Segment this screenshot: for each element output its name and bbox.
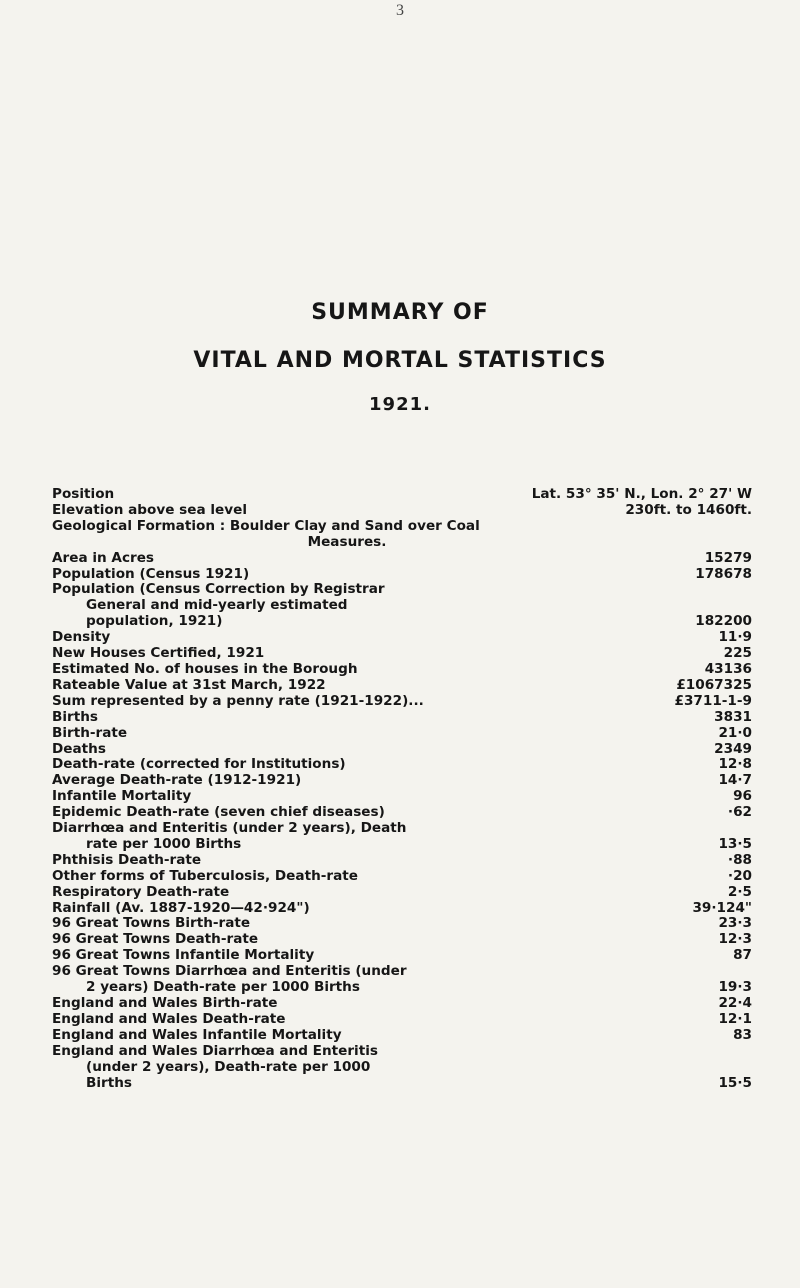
- row-label: 96 Great Towns Diarrhœa and Enteritis (under: [52, 963, 407, 980]
- row-label: England and Wales Birth-rate: [52, 995, 278, 1011]
- row-label: 96 Great Towns Birth-rate: [52, 915, 251, 932]
- title-year: 1921.: [369, 394, 431, 415]
- table-row: [52, 503, 752, 519]
- row-label: 96 Great Towns Death-rate: [52, 931, 259, 948]
- table-row: [52, 853, 752, 869]
- row-value: 14·7: [718, 772, 752, 789]
- table-row: [52, 551, 752, 567]
- table-row: [52, 805, 752, 821]
- table-row: [52, 901, 752, 917]
- row-label: Density: [52, 629, 111, 646]
- row-label: Deaths: [52, 740, 106, 757]
- table-row: [52, 773, 752, 789]
- row-label: Rateable Value at 31st March, 1922: [52, 676, 326, 693]
- row-label: Diarrhœa and Enteritis (under 2 years), Death: [52, 820, 407, 837]
- row-label: England and Wales Death-rate: [52, 1010, 286, 1027]
- table-row: [52, 789, 752, 805]
- table-row: [52, 726, 752, 742]
- row-label: Birth-rate: [52, 724, 128, 741]
- row-label: Respiratory Death-rate: [52, 883, 230, 900]
- row-label: Births: [86, 1074, 132, 1091]
- row-label: Estimated No. of houses in the Borough: [52, 660, 358, 677]
- row-value: 96: [733, 788, 752, 805]
- row-label: Death-rate (corrected for Institutions): [52, 756, 346, 773]
- row-value: 19·3: [718, 979, 752, 996]
- row-label: 2 years) Death-rate per 1000 Births: [86, 979, 360, 996]
- row-value: ·88: [727, 851, 752, 868]
- row-label: Geological Formation : Boulder Clay and Sand over Coal: [52, 517, 480, 534]
- statistics-table: [52, 487, 752, 1091]
- row-label: Measures.: [307, 533, 387, 550]
- table-row: [52, 932, 752, 948]
- table-row: [52, 662, 752, 678]
- row-label: General and mid-yearly estimated: [86, 597, 348, 614]
- table-row: [52, 1028, 752, 1044]
- row-label: Infantile Mortality: [52, 788, 192, 805]
- table-row: [52, 869, 752, 885]
- row-label: Population (Census Correction by Registrar: [52, 581, 385, 598]
- table-row: [52, 742, 752, 758]
- row-value: 12·3: [718, 931, 752, 948]
- row-value: £1067325: [676, 676, 752, 693]
- row-label: 96 Great Towns Infantile Mortality: [52, 947, 315, 964]
- row-label: (under 2 years), Death-rate per 1000: [86, 1058, 371, 1075]
- row-value: 2·5: [727, 883, 752, 900]
- row-label: Area in Acres: [52, 549, 155, 566]
- table-row: [52, 487, 752, 503]
- row-value: 3831: [714, 708, 752, 725]
- table-row: [52, 678, 752, 694]
- table-row: [52, 1044, 752, 1060]
- row-value: 22·4: [718, 995, 752, 1011]
- table-row: [52, 1076, 752, 1092]
- row-value: 12·1: [718, 1010, 752, 1027]
- row-label: Phthisis Death-rate: [52, 851, 202, 868]
- row-value: ·20: [727, 867, 752, 884]
- table-row: [52, 598, 752, 614]
- row-label: Elevation above sea level: [52, 501, 247, 518]
- table-row: [52, 567, 752, 583]
- row-value: 43136: [704, 660, 752, 677]
- row-label: Rainfall (Av. 1887-1920—42·924"): [52, 899, 310, 916]
- table-row: [52, 1012, 752, 1028]
- row-value: Lat. 53° 35' N., Lon. 2° 27' W: [531, 486, 752, 502]
- row-value: 21·0: [718, 724, 752, 741]
- row-value: 178678: [695, 565, 752, 582]
- row-label: Average Death-rate (1912-1921): [52, 772, 302, 789]
- row-label: Births: [52, 708, 98, 725]
- table-row: [52, 837, 752, 853]
- row-value: 39·124": [692, 899, 752, 916]
- row-value: 83: [733, 1026, 752, 1043]
- row-value: 11·9: [718, 629, 752, 646]
- table-row: [52, 614, 752, 630]
- row-value: 2349: [714, 740, 752, 757]
- row-label: Position: [52, 486, 115, 502]
- row-label: England and Wales Diarrhœa and Enteritis: [52, 1042, 378, 1059]
- table-row: [52, 694, 752, 710]
- table-row: [52, 630, 752, 646]
- table-row: [52, 646, 752, 662]
- title-vital-mortal-statistics: VITAL AND MORTAL STATISTICS: [193, 348, 607, 373]
- table-row: [52, 916, 752, 932]
- row-label: rate per 1000 Births: [86, 835, 242, 852]
- table-row: [52, 980, 752, 996]
- title-summary-of: SUMMARY OF: [311, 300, 489, 325]
- table-row: [52, 710, 752, 726]
- table-row: [52, 1060, 752, 1076]
- page-number: 3: [396, 2, 404, 19]
- table-row: [52, 964, 752, 980]
- row-label: Population (Census 1921): [52, 565, 250, 582]
- row-value: 13·5: [718, 835, 752, 852]
- table-row: [52, 948, 752, 964]
- row-label: New Houses Certified, 1921: [52, 645, 265, 662]
- row-value: 225: [723, 645, 752, 662]
- table-row: [52, 582, 752, 598]
- row-value: 15279: [704, 549, 752, 566]
- row-value: ·62: [727, 804, 752, 821]
- row-value: 182200: [695, 613, 752, 630]
- row-value: 23·3: [718, 915, 752, 932]
- table-row: [52, 757, 752, 773]
- row-value: 87: [733, 947, 752, 964]
- row-value: 230ft. to 1460ft.: [625, 501, 752, 518]
- row-label: population, 1921): [86, 613, 223, 630]
- table-row: [52, 535, 752, 551]
- row-label: Sum represented by a penny rate (1921-1922)...: [52, 692, 424, 709]
- row-label: Other forms of Tuberculosis, Death-rate: [52, 867, 358, 884]
- table-row: [52, 821, 752, 837]
- row-value: 15·5: [718, 1074, 752, 1091]
- row-label: England and Wales Infantile Mortality: [52, 1026, 342, 1043]
- table-row: [52, 885, 752, 901]
- row-label: Epidemic Death-rate (seven chief diseases): [52, 804, 385, 821]
- table-row: [52, 519, 752, 535]
- row-value: 12·8: [718, 756, 752, 773]
- table-row: [52, 996, 752, 1012]
- row-value: £3711-1-9: [674, 692, 752, 709]
